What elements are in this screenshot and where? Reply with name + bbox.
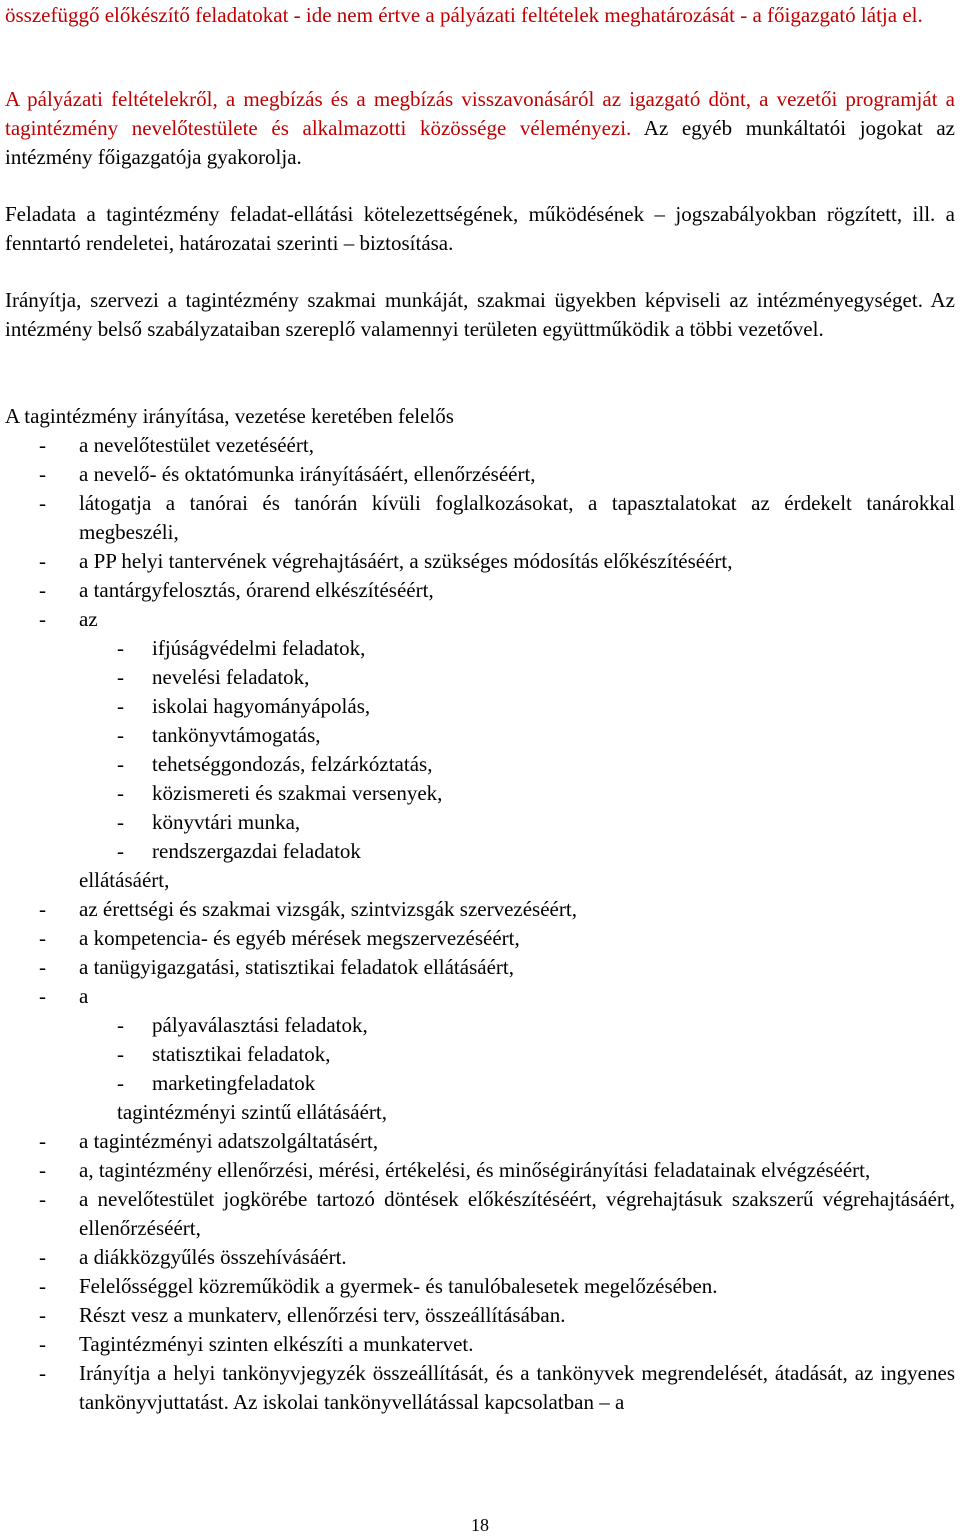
list-item-text: Tagintézményi szinten elkészíti a munkatervet. (79, 1332, 474, 1356)
sub-list-dash: - (117, 636, 124, 660)
sub-list-item-text: iskolai hagyományápolás, (152, 694, 371, 718)
sub-list-item-text: tankönyvtámogatás, (152, 723, 321, 747)
paragraph-management (5, 286, 955, 344)
sub-list-item (5, 750, 955, 779)
appointment-black-text: Az egyéb munkáltatói jogokat az intézmény főigazgatója gyakorolja. (5, 116, 955, 169)
sub-list-tail: ellátásáért, (79, 868, 170, 892)
sub-list-item-text: közismereti és szakmai versenyek, (152, 781, 443, 805)
sub-list-item (5, 808, 955, 837)
list-item-text: a tagintézményi adatszolgáltatásért, (79, 1129, 379, 1153)
sub-list-item (5, 1040, 955, 1069)
paragraph-appointment (5, 85, 955, 172)
sub-list-item-text: rendszergazdai feladatok (152, 839, 361, 863)
sub-list-item (5, 721, 955, 750)
list-item (5, 1272, 955, 1301)
list-dash: - (39, 984, 46, 1008)
list-item (5, 460, 955, 489)
sub-list-dash: - (117, 665, 124, 689)
sub-list-dash: - (117, 1013, 124, 1037)
list-item (5, 547, 955, 576)
sub-list-item (5, 663, 955, 692)
intro-text: összefüggő előkészítő feladatokat - ide nem értve a pályázati feltételek meghatározását - a főigazgató látja el. (5, 3, 923, 27)
sub-list-item-text: tehetséggondozás, felzárkóztatás, (152, 752, 433, 776)
list-item (5, 431, 955, 460)
list-dash: - (39, 897, 46, 921)
list-dash: - (39, 549, 46, 573)
list-item-text: a nevelőtestület jogkörébe tartozó döntések előkészítéséért, végrehajtásuk szakszerű végrehajtásáért, ellenőrzéséért, (79, 1187, 955, 1240)
list-item-text: látogatja a tanórai és tanórán kívüli foglalkozásokat, a tapasztalatokat az érdekelt tanárokkal megbeszéli, (79, 491, 955, 544)
paragraph-duties (5, 200, 955, 258)
list-item-text: Részt vesz a munkaterv, ellenőrzési terv, összeállításában. (79, 1303, 566, 1327)
sub-list-dash: - (117, 810, 124, 834)
duties-text: Feladata a tagintézmény feladat-ellátási kötelezettségének, működésének – jogszabályokban rögzített, ill. a fenntartó rendeletei, határozatai szerinti – biztosítása. (5, 202, 955, 255)
sub-list-item (5, 1069, 955, 1098)
page-number: 18 (471, 1515, 489, 1535)
list-dash: - (39, 1245, 46, 1269)
list-item (5, 489, 955, 547)
list-dash: - (39, 1274, 46, 1298)
list-dash: - (39, 955, 46, 979)
list-item (5, 1330, 955, 1359)
sub-list-item (5, 692, 955, 721)
sub-list-item-text: ifjúságvédelmi feladatok, (152, 636, 366, 660)
sub-list-dash: - (117, 1071, 124, 1095)
list-dash: - (39, 1187, 46, 1211)
appointment-red-text: A pályázati feltételekről, a megbízás és a megbízás visszavonásáról az igazgató dönt, a vezetői programját a tagintézmény nevelőtestülete és alkalmazotti közössége véleményezi. (5, 87, 955, 140)
list-item (5, 953, 955, 982)
list-item-text: Irányítja a helyi tankönyvjegyzék összeállítását, és a tankönyvek megrendelését, átadását, az ingyenes tankönyvjuttatást. Az iskolai tankönyvellátással kapcsolatban – a (79, 1361, 955, 1414)
sub-list-item-text: könyvtári munka, (152, 810, 301, 834)
list-item (5, 1185, 955, 1243)
list-dash: - (39, 926, 46, 950)
list-dash: - (39, 1158, 46, 1182)
list-dash: - (39, 491, 46, 515)
list-dash: - (39, 1303, 46, 1327)
list-item (5, 1301, 955, 1330)
sub-list-item (5, 634, 955, 663)
list-dash: - (39, 462, 46, 486)
responsibility-list (5, 402, 955, 1417)
sub-list-dash: - (117, 839, 124, 863)
list-item (5, 576, 955, 605)
list-item-text: a tantárgyfelosztás, órarend elkészítéséért, (79, 578, 434, 602)
sub-list-dash: - (117, 781, 124, 805)
intro-paragraph (5, 1, 955, 30)
list-item (5, 1127, 955, 1156)
list-item (5, 982, 955, 1011)
sub-list-dash: - (117, 694, 124, 718)
list-item-text: az érettségi és szakmai vizsgák, szintvizsgák szervezéséért, (79, 897, 577, 921)
list-item-text: a, tagintézmény ellenőrzési, mérési, értékelési, és minőségirányítási feladatainak elvégzéséért, (79, 1158, 871, 1182)
list-dash: - (39, 1361, 46, 1385)
list-dash: - (39, 433, 46, 457)
sub-list-item (5, 1011, 955, 1040)
list-dash: - (39, 1332, 46, 1356)
sub-list-tail: tagintézményi szintű ellátásáért, (117, 1100, 387, 1124)
sub-list-item-text: pályaválasztási feladatok, (152, 1013, 368, 1037)
list-item (5, 895, 955, 924)
sub-list-dash: - (117, 723, 124, 747)
sub-list-item-text: nevelési feladatok, (152, 665, 310, 689)
list-item (5, 1243, 955, 1272)
list-item-text: az (79, 607, 98, 631)
sub-list-dash: - (117, 752, 124, 776)
sub-list-item (5, 837, 955, 866)
list-item-text: a tanügyigazgatási, statisztikai feladatok ellátásáért, (79, 955, 514, 979)
list-item-text: a nevelőtestület vezetéséért, (79, 433, 314, 457)
sub-list-dash: - (117, 1042, 124, 1066)
list-item (5, 924, 955, 953)
list-item-text: a (79, 984, 89, 1008)
sub-list-item (5, 779, 955, 808)
list-item (5, 605, 955, 634)
appointment-text (5, 85, 955, 172)
management-text: Irányítja, szervezi a tagintézmény szakmai munkáját, szakmai ügyekben képviseli az intézményegységet. Az intézmény belső szabályzataiban szereplő valamennyi területen együttműködik a többi vezetővel. (5, 288, 955, 341)
list-item-text: a PP helyi tantervének végrehajtásáért, a szükséges módosítás előkészítéséért, (79, 549, 733, 573)
list-item-text: a kompetencia- és egyéb mérések megszervezéséért, (79, 926, 520, 950)
list-dash: - (39, 578, 46, 602)
list-heading: A tagintézmény irányítása, vezetése keretében felelős (5, 404, 454, 428)
list-item-text: a nevelő- és oktatómunka irányításáért, ellenőrzéséért, (79, 462, 536, 486)
list-item-text: a diákközgyűlés összehívásáért. (79, 1245, 347, 1269)
sub-list-item-text: marketingfeladatok (152, 1071, 316, 1095)
list-item-text: Felelősséggel közreműködik a gyermek- és tanulóbalesetek megelőzésében. (79, 1274, 718, 1298)
sub-list-item-text: statisztikai feladatok, (152, 1042, 331, 1066)
list-dash: - (39, 1129, 46, 1153)
list-item (5, 1359, 955, 1417)
list-dash: - (39, 607, 46, 631)
list-item (5, 1156, 955, 1185)
